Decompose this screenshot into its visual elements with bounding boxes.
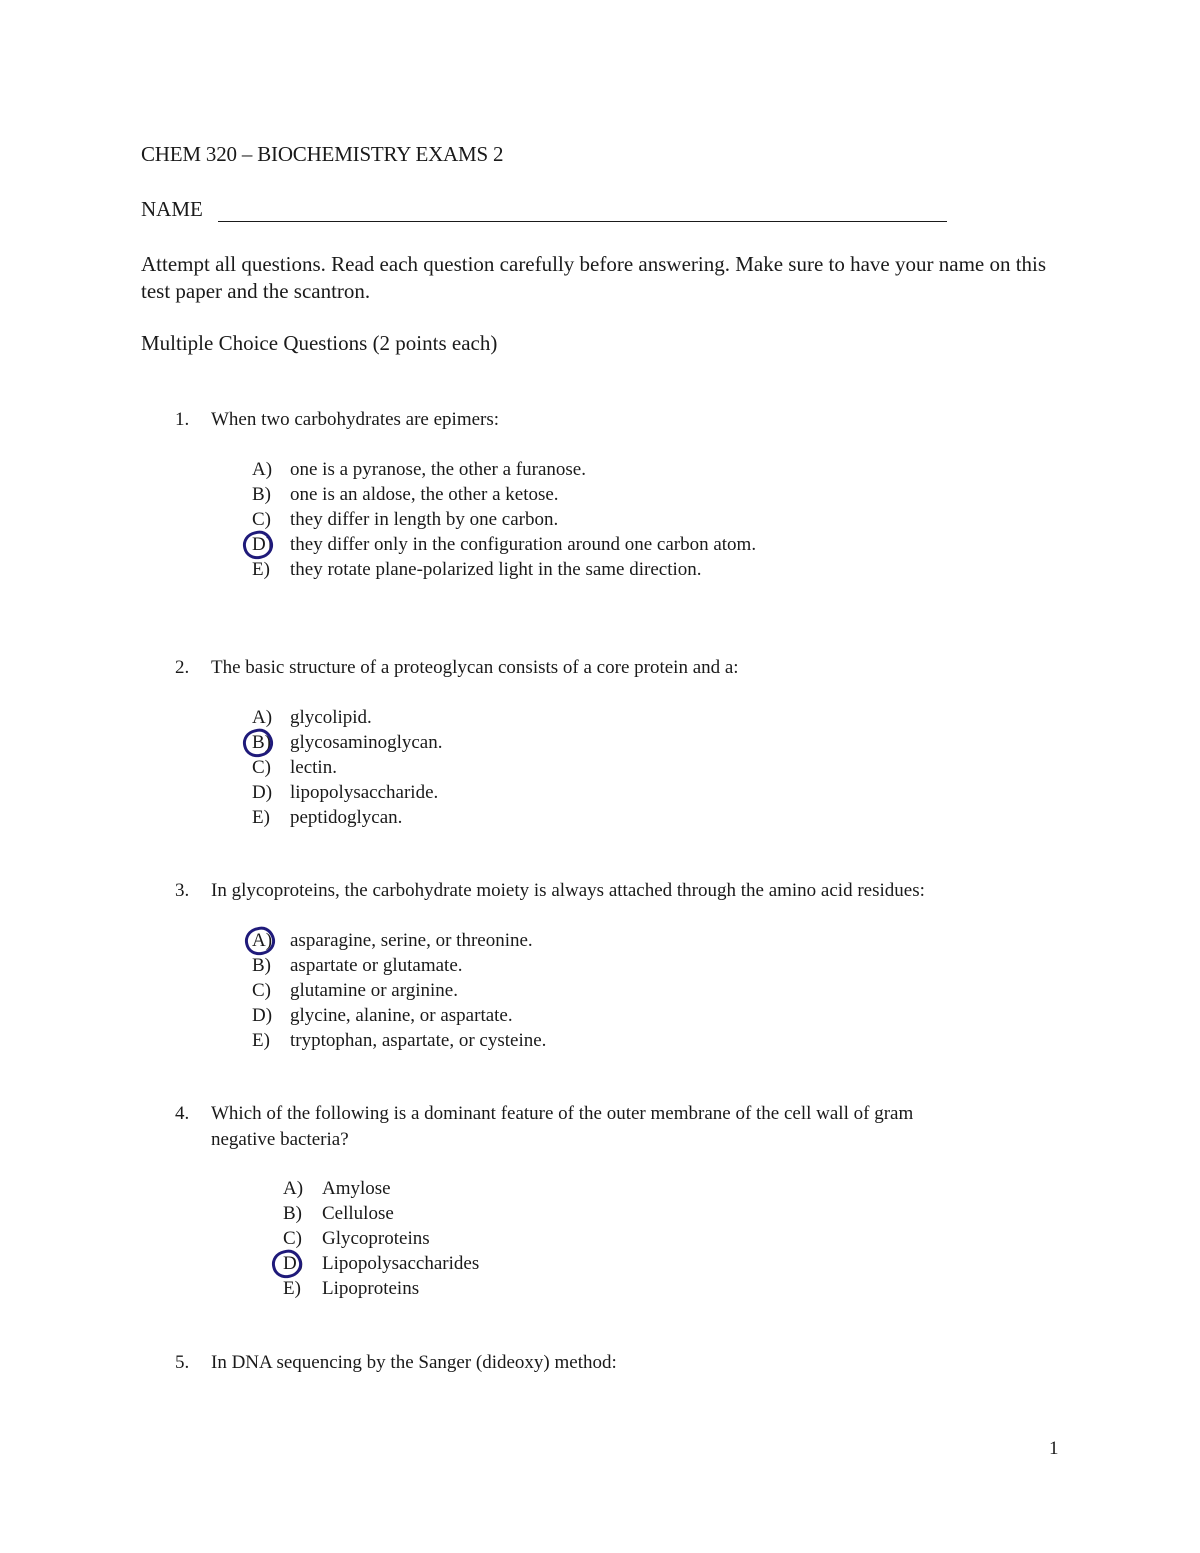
option-text: they differ in length by one carbon. [290,509,559,530]
option-text: Cellulose [322,1203,394,1224]
option-text: Amylose [322,1178,391,1199]
name-blank-line [218,221,947,222]
question-number: 5. [175,1352,190,1373]
option-text: Glycoproteins [322,1228,430,1249]
option-letter: B) [252,955,271,976]
option-letter: C) [252,757,271,778]
option-text: peptidoglycan. [290,807,403,828]
question-text: In glycoproteins, the carbohydrate moiety is always attached through the amino acid residues: [211,880,925,901]
name-label: NAME [141,197,203,221]
option-letter: B) [252,732,271,753]
option-letter: A) [283,1178,304,1199]
option-letter: E) [252,807,270,828]
question-text: In DNA sequencing by the Sanger (dideoxy) method: [211,1352,617,1373]
option-letter: B) [252,484,271,505]
option-letter: A) [252,707,273,728]
option-letter: A) [252,459,273,480]
option-text: one is an aldose, the other a ketose. [290,484,559,505]
option-letter: D) [252,782,273,803]
question-number: 1. [175,409,190,430]
option-text: Lipopolysaccharides [322,1253,480,1274]
option-letter: C) [252,509,271,530]
option-text: they rotate plane-polarized light in the same direction. [290,559,702,580]
option-text: aspartate or glutamate. [290,955,463,976]
question-text: When two carbohydrates are epimers: [211,409,500,430]
option-letter: B) [283,1203,302,1224]
section-title: Multiple Choice Questions (2 points each) [141,331,498,355]
option-text: lipopolysaccharide. [290,782,439,803]
option-letter: C) [283,1228,302,1249]
exam-title: CHEM 320 – BIOCHEMISTRY EXAMS 2 [141,142,504,166]
question-text-line-1: Which of the following is a dominant feature of the outer membrane of the cell wall of gram [211,1103,914,1124]
option-letter: A) [252,930,273,951]
option-letter: E) [283,1278,301,1299]
option-text: Lipoproteins [322,1278,420,1299]
option-text: tryptophan, aspartate, or cysteine. [290,1030,547,1051]
option-text: glycine, alanine, or aspartate. [290,1005,513,1026]
question-text: The basic structure of a proteoglycan consists of a core protein and a: [211,657,739,678]
option-letter: E) [252,1030,270,1051]
circled-answer-mark [242,924,277,958]
option-text: they differ only in the configuration around one carbon atom. [290,534,757,555]
option-text: glutamine or arginine. [290,980,458,1001]
option-letter: E) [252,559,270,580]
instructions: Attempt all questions. Read each question carefully before answering. Make sure to have your name on this test paper and the scantron. [141,252,1047,303]
question-number: 4. [175,1103,190,1124]
question-number: 3. [175,880,190,901]
option-text: lectin. [290,757,337,778]
option-text: one is a pyranose, the other a furanose. [290,459,586,480]
option-letter: D) [252,1005,273,1026]
option-letter: C) [252,980,271,1001]
option-letter: D) [252,534,273,555]
option-text: asparagine, serine, or threonine. [290,930,533,951]
option-text: glycosaminoglycan. [290,732,443,753]
question-text-line-2: negative bacteria? [211,1129,349,1150]
question-number: 2. [175,657,190,678]
option-letter: D) [283,1253,304,1274]
option-text: glycolipid. [290,707,372,728]
page-number: 1 [1049,1438,1059,1459]
